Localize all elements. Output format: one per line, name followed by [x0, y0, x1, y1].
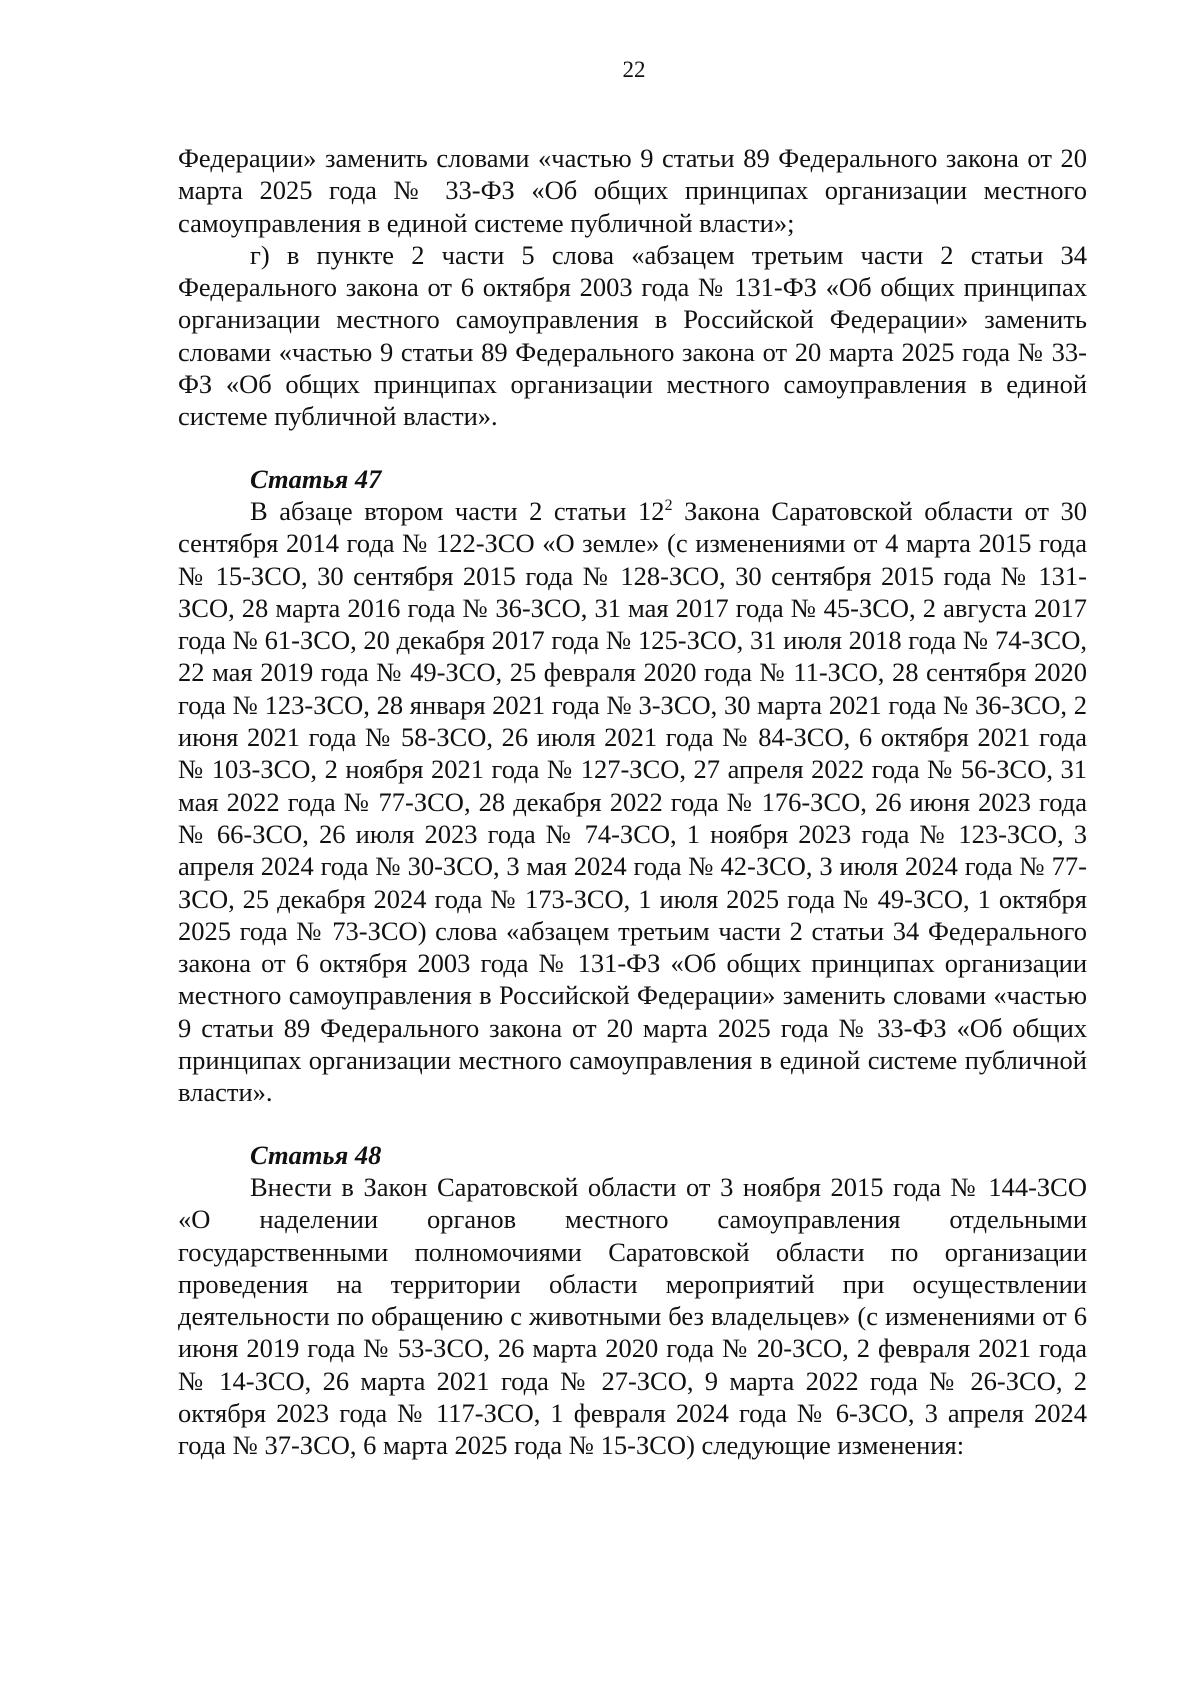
article-48-heading: Статья 48	[250, 1139, 382, 1170]
page-number: 22	[622, 57, 646, 82]
article-47-text-rest: Закона Саратовской области от 30 сентября 2014 года № 122-ЗСО «О земле» (с изменениями от 4 марта 2015 года № 15-ЗСО, 30 сентября 2015 года № 128-ЗСО, 30 сентября 2015 года № 131-ЗСО, 28 марта 2016 года № 36-ЗСО, 31 мая 2017 года № 45-ЗСО, 2 августа 2017 года № 61-ЗСО, 20 декабря 2017 года № 125-ЗСО, 31 июля 2018 года № 74-ЗСО, 22 мая 2019 года № 49-ЗСО, 25 февраля 2020 года № 11-ЗСО, 28 сентября 2020 года № 123-ЗСО, 28 января 2021 года № 3-ЗСО, 30 марта 2021 года № 36-ЗСО, 2 июня 2021 года № 58-ЗСО, 26 июля 2021 года № 84-ЗСО, 6 октября 2021 года № 103-ЗСО, 2 ноября 2021 года № 127-ЗСО, 27 апреля 2022 года № 56-ЗСО, 31 мая 2022 года № 77-ЗСО, 28 декабря 2022 года № 176-ЗСО, 26 июня 2023 года № 66-ЗСО, 26 июля 2023 года № 74-ЗСО, 1 ноября 2023 года № 123-ЗСО, 3 апреля 2024 года № 30-ЗСО, 3 мая 2024 года № 42-ЗСО, 3 июля 2024 года № 77-ЗСО, 25 декабря 2024 года № 173-ЗСО, 1 июля 2025 года № 49-ЗСО, 1 октября 2025 года № 73-ЗСО) слова «абзацем третьим части 2 статьи 34 Федерального закона от 6 октября 2003 года № 131-ФЗ «Об общих принципах организации местного самоуправления в Российской Федерации» заменить словами «частью 9 статьи 89 Федерального закона от 20 марта 2025 года № 33-ФЗ «Об общих принципах организации местного самоуправления в единой системе публичной власти».	[178, 495, 1087, 1108]
section-gap	[178, 1109, 1087, 1139]
section-gap	[178, 433, 1087, 463]
paragraph-continuation: Федерации» заменить словами «частью 9 статьи 89 Федерального закона от 20 марта 2025 года № 33-ФЗ «Об общих принципах организации местного самоуправления в единой системе публичной власти»;	[178, 143, 1087, 238]
article-47-superscript: 2	[664, 497, 673, 515]
article-48-text: Внести в Закон Саратовской области от 3 ноября 2015 года № 144-ЗСО «О наделении органов местного самоуправления отдельными государственными полномочиями Саратовской области по организации проведения на территории области мероприятий при осуществлении деятельности по обращению с животными без владельцев» (с изменениями от 6 июня 2019 года № 53-ЗСО, 26 марта 2020 года № 20-ЗСО, 2 февраля 2021 года № 14-ЗСО, 26 марта 2021 года № 27-ЗСО, 9 марта 2022 года № 26-ЗСО, 2 октября 2023 года № 117-ЗСО, 1 февраля 2024 года № 6-ЗСО, 3 апреля 2024 года № 37-ЗСО, 6 марта 2025 года № 15-ЗСО) следующие изменения:	[178, 1171, 1087, 1461]
article-47-text	[178, 495, 1087, 1109]
article-47-heading: Статья 47	[250, 463, 382, 494]
paragraph-item-g: г) в пункте 2 части 5 слова «абзацем третьим части 2 статьи 34 Федерального закона от 6 октября 2003 года № 131-ФЗ «Об общих принципах организации местного самоуправления в Российской Федерации» заменить словами «частью 9 статьи 89 Федерального закона от 20 марта 2025 года № 33-ФЗ «Об общих принципах организации местного самоуправления в единой системе публичной власти».	[178, 239, 1087, 432]
document-body	[178, 142, 1087, 1462]
article-47-text-start: В абзаце втором части 2 статьи 12	[250, 495, 665, 526]
